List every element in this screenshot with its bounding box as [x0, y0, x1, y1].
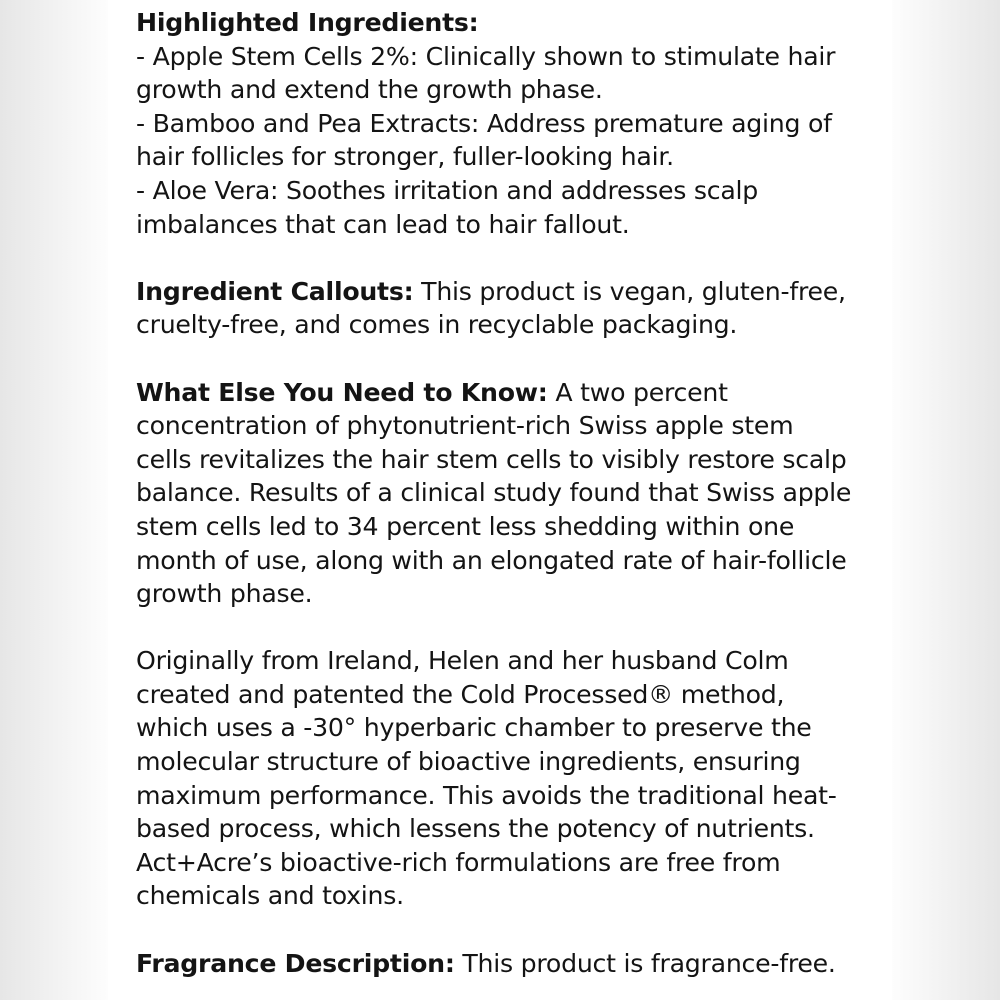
ingredient-line: - Aloe Vera: Soothes irritation and addresses scalp — [136, 175, 759, 205]
what-else-line: balance. Results of a clinical study found that Swiss apple — [136, 478, 852, 508]
what-else-label: What Else You Need to Know: — [136, 377, 548, 407]
origin-section — [136, 644, 896, 913]
origin-line: molecular structure of bioactive ingredients, ensuring — [136, 747, 801, 777]
what-else-line: growth phase. — [136, 579, 313, 609]
origin-line: based process, which lessens the potency of nutrients. — [136, 814, 815, 844]
fragrance-section — [136, 947, 896, 981]
callouts-line: cruelty-free, and comes in recyclable packaging. — [136, 310, 738, 340]
origin-line: maximum performance. This avoids the traditional heat- — [136, 780, 837, 810]
origin-line: chemicals and toxins. — [136, 881, 404, 911]
ingredient-line: hair follicles for stronger, fuller-looking hair. — [136, 142, 674, 172]
what-else-line: month of use, along with an elongated rate of hair-follicle — [136, 545, 847, 575]
product-description — [136, 6, 896, 980]
what-else-text: A two percent — [547, 377, 728, 407]
ingredient-line: - Bamboo and Pea Extracts: Address premature aging of — [136, 108, 832, 138]
origin-line: Originally from Ireland, Helen and her husband Colm — [136, 646, 789, 676]
what-else-line: stem cells led to 34 percent less shedding within one — [136, 511, 795, 541]
fragrance-line — [136, 947, 896, 981]
highlighted-ingredients-heading: Highlighted Ingredients: — [136, 8, 479, 37]
paragraph-spacer — [136, 241, 896, 275]
callouts-line — [136, 275, 896, 309]
origin-line: Act+Acre’s bioactive-rich formulations are free from — [136, 847, 781, 877]
ingredient-line: - Apple Stem Cells 2%: Clinically shown to stimulate hair — [136, 41, 836, 71]
highlighted-ingredients-section — [136, 6, 896, 241]
what-else-line: concentration of phytonutrient-rich Swiss apple stem — [136, 411, 794, 441]
paragraph-spacer — [136, 342, 896, 376]
callouts-label: Ingredient Callouts: — [136, 276, 414, 306]
fragrance-text: This product is fragrance-free. — [454, 948, 836, 978]
ingredient-callouts-section — [136, 275, 896, 342]
what-else-line: cells revitalizes the hair stem cells to visibly restore scalp — [136, 444, 847, 474]
paragraph-spacer — [136, 913, 896, 947]
what-else-section — [136, 376, 896, 611]
ingredient-line: imbalances that can lead to hair fallout. — [136, 209, 630, 239]
what-else-line — [136, 376, 896, 410]
paragraph-spacer — [136, 611, 896, 645]
origin-line: which uses a -30° hyperbaric chamber to preserve the — [136, 713, 812, 743]
origin-line: created and patented the Cold Processed® method, — [136, 679, 785, 709]
fragrance-label: Fragrance Description: — [136, 948, 455, 978]
callouts-text: This product is vegan, gluten-free, — [413, 276, 846, 306]
ingredient-line: growth and extend the growth phase. — [136, 75, 603, 105]
